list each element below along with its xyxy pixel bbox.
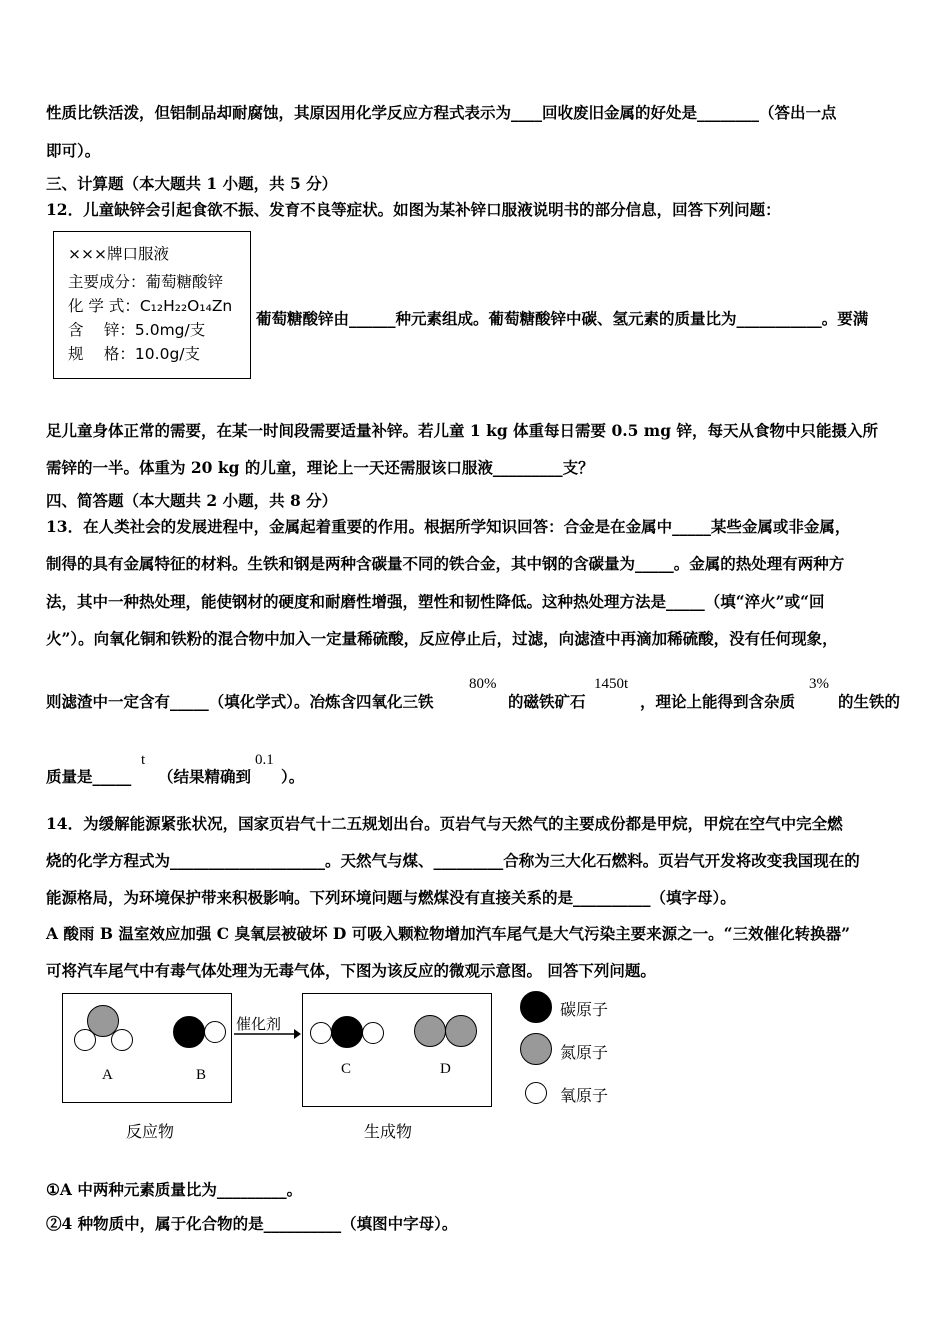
legend-nitrogen-icon [520, 1033, 552, 1065]
section-4-heading: 四、简答题（本大题共 2 小题，共 8 分） [46, 491, 338, 510]
reaction-arrow-icon [232, 1028, 302, 1040]
question-13-e2: 的磁铁矿石 [508, 692, 586, 711]
supplement-label-box [53, 231, 251, 379]
question-13-a: 13．在人类社会的发展进程中，金属起着重要的作用。根据所学知识回答：合金是在金属中_____某些金属或非金属， [46, 517, 851, 536]
question-13-f3: ）。 [281, 767, 305, 786]
question-13-e4: 的生铁的 [838, 692, 901, 711]
question-13-e3: ，理论上能得到含杂质 [640, 692, 796, 711]
label-title: ×××牌口服液 [68, 245, 169, 263]
molecule-b-carbon-atom [173, 1016, 205, 1048]
molecule-c-carbon-atom [331, 1016, 363, 1048]
math-t: t [141, 752, 146, 768]
molecule-a-oxygen-atom [111, 1029, 133, 1051]
question-14-a: 14．为缓解能源紧张状况，国家页岩气十二五规划出台。页岩气与天然气的主要成份都是甲烷，甲烷在空气中完全燃 [46, 814, 843, 833]
label-b: B [196, 1067, 207, 1083]
molecule-c-oxygen-atom [310, 1022, 332, 1044]
label-row-formula: 化 学 式：C₁₂H₂₂O₁₄Zn [68, 297, 233, 315]
molecule-d-nitrogen-atom [414, 1015, 446, 1047]
section-3-heading: 三、计算题（本大题共 1 小题，共 5 分） [46, 174, 338, 193]
question-13-b: 制得的具有金属特征的材料。生铁和钢是两种含碳量不同的铁合金，其中钢的含碳量为_____。金属的热处理有两种方 [46, 554, 845, 573]
molecule-c-oxygen-atom [362, 1022, 384, 1044]
math-80-percent: 80% [469, 676, 497, 692]
catalyst-label: 催化剂 [236, 1015, 282, 1033]
line-1: 性质比铁活泼，但铝制品却耐腐蚀，其原因用化学反应方程式表示为____回收废旧金属的好处是________（答出一点 [46, 103, 837, 122]
math-3-percent: 3% [809, 676, 829, 692]
label-a: A [102, 1067, 113, 1083]
label-d: D [440, 1061, 451, 1077]
molecule-a-oxygen-atom [74, 1029, 96, 1051]
line-2: 即可）。 [46, 141, 101, 160]
question-14-d: A 酸雨 B 温室效应加强 C 臭氧层被破坏 D 可吸入颗粒物增加汽车尾气是大气污染主要来源之一。“三效催化转换器” [46, 924, 851, 943]
question-13-e1: 则滤渣中一定含有_____（填化学式）。冶炼含四氧化三铁 [46, 692, 434, 711]
question-13-f1: 质量是_____ [46, 767, 132, 786]
products-box [302, 993, 492, 1107]
products-caption: 生成物 [364, 1122, 413, 1141]
legend-oxygen-icon [525, 1082, 547, 1104]
legend-nitrogen-label: 氮原子 [560, 1043, 609, 1062]
question-12-part-c: 足儿童身体正常的需要，在某一时间段需要适量补锌。若儿童 1 kg 体重每日需要 0.5 mg 锌，每天从食物中只能摄入所 [46, 421, 878, 440]
label-row-spec: 规 格：10.0g/支 [68, 345, 201, 363]
label-row-zinc: 含 锌：5.0mg/支 [68, 321, 206, 339]
question-13-d: 火”）。向氧化铜和铁粉的混合物中加入一定量稀硫酸，反应停止后，过滤，向滤渣中再滴加稀硫酸，没有任何现象， [46, 629, 838, 648]
question-13-f2: （结果精确到 [158, 767, 252, 786]
question-13-c: 法，其中一种热处理，能使钢材的硬度和耐磨性增强，塑性和韧性降低。这种热处理方法是_____（填“淬火”或“回 [46, 592, 825, 611]
question-12-part-d: 需锌的一半。体重为 20 kg 的儿童，理论上一天还需服该口服液_________支？ [46, 458, 594, 477]
question-14-e: 可将汽车尾气中有毒气体处理为无毒气体，下图为该反应的微观示意图。 回答下列问题。 [46, 961, 656, 980]
molecule-b-oxygen-atom [204, 1021, 226, 1043]
legend-carbon-label: 碳原子 [560, 1000, 609, 1019]
math-0-1: 0.1 [255, 752, 274, 768]
question-14-f: ①A 中两种元素质量比为_________。 [46, 1180, 303, 1199]
legend-oxygen-label: 氧原子 [560, 1086, 609, 1105]
question-12-part-b: 葡萄糖酸锌由______种元素组成。葡萄糖酸锌中碳、氢元素的质量比为___________。要满 [256, 309, 869, 328]
reactants-caption: 反应物 [126, 1122, 175, 1141]
molecule-d-nitrogen-atom [445, 1015, 477, 1047]
legend-carbon-icon [520, 991, 552, 1023]
question-14-c: 能源格局，为环境保护带来积极影响。下列环境问题与燃煤没有直接关系的是__________（填字母）。 [46, 888, 736, 907]
label-row-ingredient: 主要成分：葡萄糖酸锌 [68, 273, 224, 291]
question-12: 12．儿童缺锌会引起食欲不振、发育不良等症状。如图为某补锌口服液说明书的部分信息，回答下列问题： [46, 200, 781, 219]
label-c: C [341, 1061, 352, 1077]
math-1450t: 1450t [594, 676, 629, 692]
question-14-g: ②4 种物质中，属于化合物的是__________（填图中字母）。 [46, 1214, 458, 1233]
question-14-b: 烧的化学方程式为____________________。天然气与煤、_________合称为三大化石燃料。页岩气开发将改变我国现在的 [46, 851, 860, 870]
